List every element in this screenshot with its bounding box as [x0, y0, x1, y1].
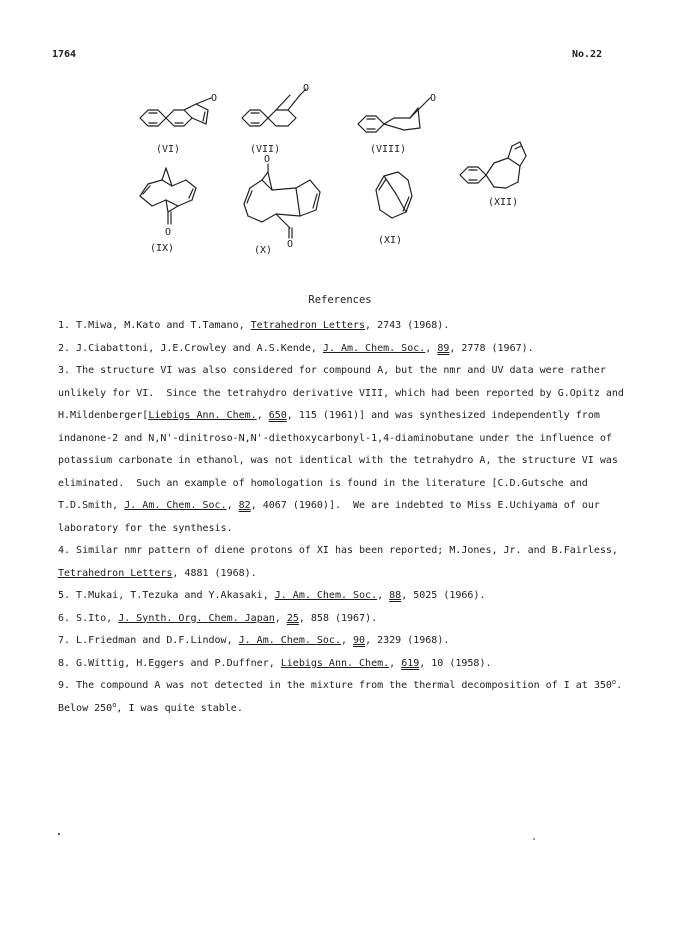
volume-number: 650: [268, 410, 287, 421]
reference-text: 3. The structure VI was also considered for compound A, but the nmr and UV data were rather unlikely for VI. Since the tetrahydro derivative VIII, which had been reported by G.Opitz and H.Mildenberger[: [58, 365, 630, 421]
label-xii: (XII): [488, 197, 519, 208]
label-viii: (VIII): [370, 144, 407, 155]
oxygen-label: O: [211, 93, 218, 104]
journal-title: Liebigs Ann. Chem.: [280, 657, 390, 669]
reference-text: 2. J.Ciabattoni, J.E.Crowley and A.S.Kende,: [58, 342, 323, 354]
reference-item: [58, 608, 633, 631]
oxygen-label: O: [430, 93, 437, 104]
reference-item: [58, 360, 633, 540]
label-x: (X): [254, 245, 273, 256]
chemical-structures-figure: [0, 0, 680, 270]
reference-item: [58, 540, 633, 585]
scan-speck: [533, 838, 535, 840]
volume-number: 89: [437, 342, 450, 354]
volume-number: 90: [353, 635, 366, 646]
oxygen-label: O: [303, 83, 310, 94]
journal-title: J. Am. Chem. Soc.: [322, 342, 426, 354]
reference-text: 7. L.Friedman and D.F.Lindow,: [58, 635, 239, 646]
reference-text: , 2778 (1967).: [449, 342, 534, 354]
structure-vii: [242, 83, 309, 126]
reference-text: ,: [377, 590, 390, 601]
reference-item: [58, 338, 633, 361]
reference-text: , I was quite stable.: [116, 702, 243, 714]
structure-vi: [140, 93, 217, 126]
journal-title: J. Synth. Org. Chem. Japan: [118, 612, 275, 624]
journal-title: J. Am. Chem. Soc.: [238, 635, 341, 646]
structure-viii: [358, 93, 436, 132]
reference-item: [58, 675, 633, 720]
volume-number: 619: [401, 657, 420, 669]
journal-issue: No.22: [572, 49, 603, 60]
reference-text: , 5025 (1966).: [401, 590, 486, 601]
reference-text: ,: [226, 500, 239, 511]
scan-speck: [58, 833, 60, 835]
reference-text: ,: [274, 612, 287, 624]
reference-text: , 10 (1958).: [419, 657, 492, 669]
oxygen-label: O: [264, 154, 271, 165]
page-number: 1764: [52, 49, 77, 60]
reference-text: ,: [256, 410, 269, 421]
reference-text: 1. T.Miwa, M.Kato and T.Tamano,: [58, 320, 251, 331]
reference-text: 9. The compound A was not detected in the mixture from the thermal decomposition of I at 350: [58, 680, 612, 691]
reference-text: ,: [340, 635, 354, 646]
label-xi: (XI): [378, 235, 403, 246]
structure-ix: [140, 168, 196, 238]
oxygen-label: O: [287, 239, 294, 250]
reference-text: 4. Similar nmr pattern of diene protons of XI has been reported; M.Jones, Jr. and B.Fairless,: [58, 545, 624, 556]
journal-title: Tetrahedron Letters: [58, 567, 173, 579]
label-ix: (IX): [150, 243, 175, 254]
label-vii: (VII): [250, 144, 281, 155]
reference-text: 8. G.Wittig, H.Eggers and P.Duffner,: [58, 657, 281, 669]
journal-title: J. Am. Chem. Soc.: [274, 590, 378, 601]
label-vi: (VI): [156, 144, 181, 155]
reference-text: , 858 (1967).: [298, 612, 378, 624]
reference-text: , 115 (1961)] and was synthesized independently from indanone-2 and N,N'-dinitroso-N,N'-diethoxycarbonyl-1,4-diaminobutane under the influence of potassium carbonate in ethanol, was not identical with the tetrahydro A, the structure VI was eliminated. Such an example of homologation is found in the literature [C.D.Gutsche and T.D.Smith,: [58, 410, 624, 511]
reference-text: , 4881 (1968).: [172, 567, 257, 579]
reference-text: ,: [425, 342, 438, 354]
references-heading: References: [308, 294, 372, 306]
volume-number: 82: [238, 500, 251, 511]
reference-text: o: [611, 678, 617, 686]
journal-title: Tetrahedron Letters: [250, 320, 366, 331]
structure-xii: [460, 142, 526, 188]
reference-text: . Below 250: [58, 680, 635, 714]
reference-item: [58, 630, 633, 653]
reference-text: 6. S.Ito,: [58, 612, 119, 624]
journal-title: J. Am. Chem. Soc.: [124, 500, 227, 511]
reference-item: [58, 315, 633, 338]
oxygen-label: O: [165, 227, 172, 238]
volume-number: 25: [286, 612, 299, 624]
reference-text: o: [112, 700, 117, 709]
reference-item: [58, 653, 633, 676]
reference-item: [58, 585, 633, 608]
reference-text: , 4067 (1960)]. We are indebted to Miss E.Uchiyama of our laboratory for the synthesis.: [58, 500, 606, 534]
volume-number: 88: [389, 590, 402, 601]
journal-title: Liebigs Ann. Chem.: [148, 410, 257, 421]
reference-list: [58, 315, 633, 720]
reference-text: 5. T.Mukai, T.Tezuka and Y.Akasaki,: [58, 590, 275, 601]
structure-x: [244, 154, 320, 250]
structure-xi: [376, 172, 412, 218]
reference-text: ,: [389, 657, 402, 669]
reference-text: , 2743 (1968).: [365, 320, 450, 331]
reference-text: , 2329 (1968).: [365, 635, 450, 646]
